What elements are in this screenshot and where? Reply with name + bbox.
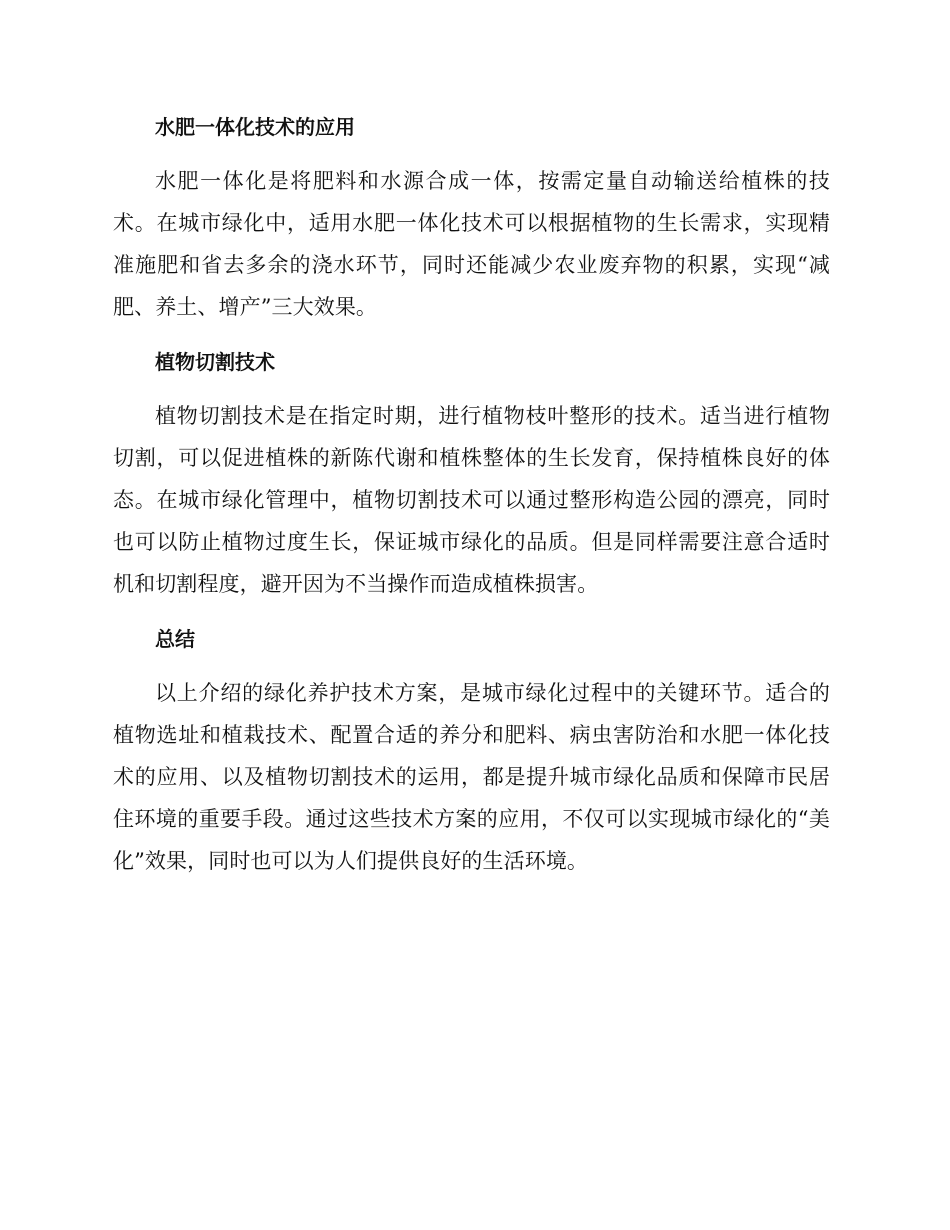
document-page	[113, 106, 830, 895]
section-heading: 水肥一体化技术的应用	[155, 115, 355, 139]
section-paragraph: 以上介绍的绿化养护技术方案，是城市绿化过程中的关键环节。适合的植物选址和植栽技术、配置合适的养分和肥料、病虫害防治和水肥一体化技术的应用、以及植物切割技术的运用，都是提升城市绿化品质和保障市民居住环境的重要手段。通过这些技术方案的应用，不仅可以实现城市绿化的“美化”效果，同时也可以为人们提供良好的生活环境。	[113, 681, 830, 873]
section-paragraph: 植物切割技术是在指定时期，进行植物枝叶整形的技术。适当进行植物切割，可以促进植株的新陈代谢和植株整体的生长发育，保持植株良好的体态。在城市绿化管理中，植物切割技术可以通过整形构造公园的漂亮，同时也可以防止植物过度生长，保证城市绿化的品质。但是同样需要注意合适时机和切割程度，避开因为不当操作而造成植株损害。	[113, 404, 830, 596]
section-paragraph: 水肥一体化是将肥料和水源合成一体，按需定量自动输送给植株的技术。在城市绿化中，适用水肥一体化技术可以根据植物的生长需求，实现精准施肥和省去多余的浇水环节，同时还能减少农业废弃物的积累，实现“减肥、养土、增产”三大效果。	[113, 169, 830, 319]
section-summary	[113, 618, 830, 882]
section-heading: 总结	[155, 627, 195, 651]
section-water-fertilizer	[113, 106, 830, 328]
section-heading: 植物切割技术	[155, 350, 275, 374]
section-plant-cutting	[113, 341, 830, 605]
